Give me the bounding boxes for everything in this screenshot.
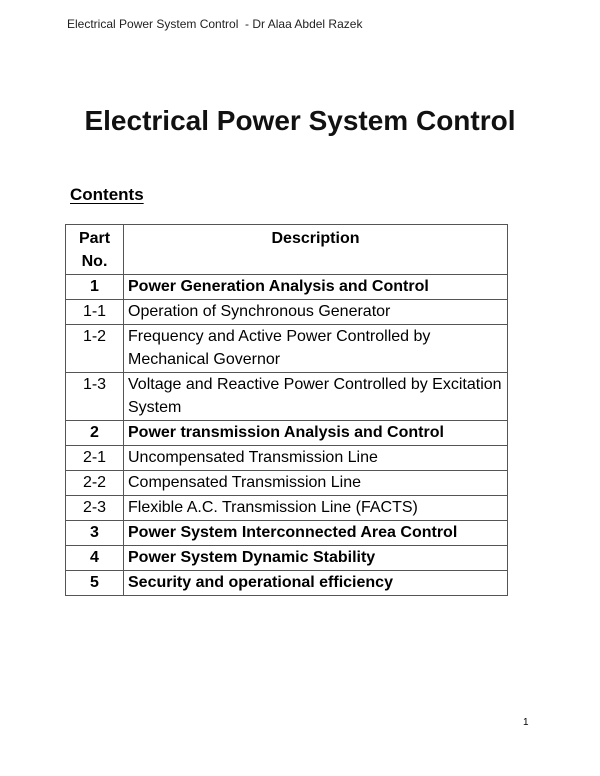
description-cell: Flexible A.C. Transmission Line (FACTS) — [124, 496, 508, 521]
description-cell: Power System Dynamic Stability — [124, 546, 508, 571]
part-number-cell: 5 — [66, 571, 124, 596]
table-row — [66, 446, 508, 471]
table-row — [66, 300, 508, 325]
document-title: Electrical Power System Control — [84, 105, 516, 136]
part-number-cell: 4 — [66, 546, 124, 571]
part-number-cell: 2-1 — [66, 446, 124, 471]
table-row — [66, 571, 508, 596]
part-number-cell: 1-3 — [66, 373, 124, 421]
table-header-row — [66, 225, 508, 275]
table-row — [66, 546, 508, 571]
page-number: 1 — [523, 717, 529, 728]
table-row — [66, 325, 508, 373]
description-cell: Power transmission Analysis and Control — [124, 421, 508, 446]
part-number-header: Part No. — [66, 225, 124, 275]
table-row — [66, 373, 508, 421]
description-cell: Operation of Synchronous Generator — [124, 300, 508, 325]
table-row — [66, 421, 508, 446]
contents-heading: Contents — [70, 185, 144, 204]
contents-table — [65, 224, 508, 596]
table-row — [66, 471, 508, 496]
part-number-cell: 2-3 — [66, 496, 124, 521]
part-number-cell: 2 — [66, 421, 124, 446]
part-number-cell: 1-1 — [66, 300, 124, 325]
description-cell: Voltage and Reactive Power Controlled by Excitation System — [124, 373, 508, 421]
table-row — [66, 521, 508, 546]
running-header: Electrical Power System Control - Dr Alaa Abdel Razek — [67, 17, 363, 31]
part-number-cell: 3 — [66, 521, 124, 546]
description-header: Description — [124, 225, 508, 275]
description-cell: Compensated Transmission Line — [124, 471, 508, 496]
part-number-cell: 1 — [66, 275, 124, 300]
description-cell: Frequency and Active Power Controlled by Mechanical Governor — [124, 325, 508, 373]
table-row — [66, 496, 508, 521]
description-cell: Uncompensated Transmission Line — [124, 446, 508, 471]
description-cell: Power Generation Analysis and Control — [124, 275, 508, 300]
part-number-cell: 2-2 — [66, 471, 124, 496]
description-cell: Security and operational efficiency — [124, 571, 508, 596]
description-cell: Power System Interconnected Area Control — [124, 521, 508, 546]
part-number-cell: 1-2 — [66, 325, 124, 373]
table-row — [66, 275, 508, 300]
